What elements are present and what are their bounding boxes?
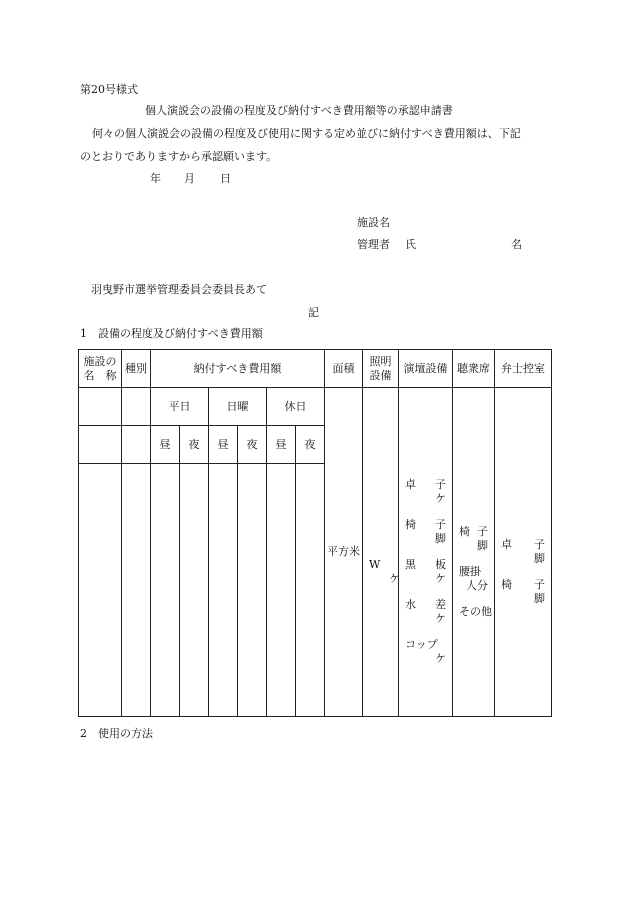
section-2-heading: 2 使用の方法: [80, 727, 153, 740]
weekday-label: 平日: [151, 388, 209, 426]
sunday-label: 日曜: [209, 388, 267, 426]
fee-cell: [151, 464, 180, 717]
intro-line-2: のとおりでありますから承認願います。: [80, 150, 278, 163]
header-type: 種別: [122, 350, 151, 388]
fee-cell: [267, 464, 296, 717]
header-area: 面積: [325, 350, 363, 388]
fee-cell: [180, 464, 209, 717]
cell-type-1: [122, 388, 151, 426]
holiday-label: 休日: [267, 388, 325, 426]
audience-seats-cell: 椅 子 脚 腰掛 人分 その他: [453, 388, 495, 717]
header-fee: 納付すべき費用額: [151, 350, 325, 388]
form-number: 第20号様式: [80, 83, 138, 96]
weekday-night: 夜: [180, 426, 209, 464]
manager-shi: 氏: [405, 238, 416, 251]
holiday-day: 昼: [267, 426, 296, 464]
cell-type-2: [122, 426, 151, 464]
cell-type-3: [122, 464, 151, 717]
fee-cell: [209, 464, 238, 717]
fee-table: [78, 349, 552, 717]
manager-mei: 名: [511, 238, 522, 251]
header-stage-equipment: 演壇設備: [399, 350, 453, 388]
cell-facility-3: [79, 464, 122, 717]
fee-cell: [296, 464, 325, 717]
area-cell: 平方米: [325, 388, 363, 717]
cell-facility-1: [79, 388, 122, 426]
ki-mark: 記: [308, 306, 319, 319]
holiday-night: 夜: [296, 426, 325, 464]
header-lighting: 照明 設備: [363, 350, 399, 388]
header-facility-name: 施設の 名 称: [79, 350, 122, 388]
lighting-cell: W ケ: [363, 388, 399, 717]
facility-label: 施設名: [357, 216, 390, 229]
speaker-room-cell: 卓 子 脚 椅 子 脚: [495, 388, 552, 717]
sunday-night: 夜: [238, 426, 267, 464]
section-1-heading: 1 設備の程度及び納付すべき費用額: [80, 327, 263, 340]
date-day: 日: [220, 172, 231, 185]
cell-facility-2: [79, 426, 122, 464]
intro-line-1: 何々の個人演説会の設備の程度及び使用に関する定め並びに納付すべき費用額は、下記: [92, 127, 521, 140]
date-year: 年: [150, 172, 161, 185]
weekday-day: 昼: [151, 426, 180, 464]
header-audience-seats: 聴衆席: [453, 350, 495, 388]
stage-equipment-cell: 卓 子 ケ 椅 子 脚 黒 板 ケ 水 差 ケ コップ ケ: [399, 388, 453, 717]
header-speaker-room: 弁士控室: [495, 350, 552, 388]
sunday-day: 昼: [209, 426, 238, 464]
date-month: 月: [184, 172, 195, 185]
document-title: 個人演説会の設備の程度及び納付すべき費用額等の承認申請書: [145, 104, 453, 117]
fee-cell: [238, 464, 267, 717]
manager-label: 管理者: [357, 238, 390, 251]
addressee: 羽曳野市選挙管理委員会委員長あて: [91, 283, 267, 296]
